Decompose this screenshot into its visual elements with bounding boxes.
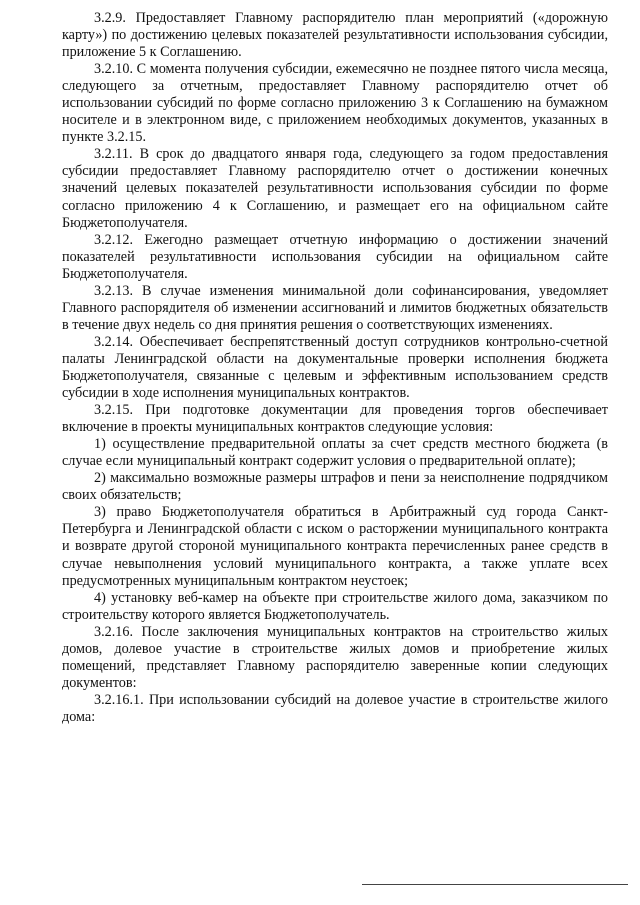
paragraph-3-2-12: 3.2.12. Ежегодно размещает отчетную информацию о достижении значений показателей результативности использования субсидии на официальном сайте Бюджетополучателя. <box>62 231 608 282</box>
paragraph-3-2-16-1: 3.2.16.1. При использовании субсидий на долевое участие в строительстве жилого дома: <box>62 691 608 725</box>
list-item-condition-3: 3) право Бюджетополучателя обратиться в Арбитражный суд города Санкт-Петербурга и Ленинградской области с иском о расторжении муниципального контракта и возврате другой стороной муниципального контракта перечисленных ранее средств в случае невыполнения условий муниципального контракта, а также уплате всех предусмотренных муниципальным контрактом неустоек; <box>62 504 608 589</box>
paragraph-3-2-13: 3.2.13. В случае изменения минимальной доли софинансирования, уведомляет Главного распорядителя об изменении ассигнований и лимитов бюджетных обязательств в течение двух недель со дня принятия решения о соответствующих изменениях. <box>62 282 608 333</box>
paragraph-3-2-14: 3.2.14. Обеспечивает беспрепятственный доступ сотрудников контрольно-счетной палаты Ленинградской области на документальные проверки исполнения бюджета Бюджетополучателя, связанные с целевым и эффективным использованием средств субсидии в ходе исполнения муниципальных контрактов. <box>62 333 608 402</box>
list-item-condition-2: 2) максимально возможные размеры штрафов и пени за неисполнение подрядчиком своих обязательств; <box>62 470 608 504</box>
paragraph-3-2-10: 3.2.10. С момента получения субсидии, ежемесячно не позднее пятого числа месяца, следующего за отчетным, предоставляет Главному распорядителю отчет об использовании субсидий по форме согласно приложению 3 к Соглашению на бумажном носителе и в электронном виде, с приложением необходимых документов, указанных в пункте 3.2.15. <box>62 61 608 146</box>
list-item-condition-1: 1) осуществление предварительной оплаты за счет средств местного бюджета (в случае если муниципальный контракт содержит условия о предварительной оплате); <box>62 436 608 470</box>
paragraph-3-2-16: 3.2.16. После заключения муниципальных контрактов на строительство жилых домов, долевое участие в строительстве жилых домов и приобретение жилых помещений, представляет Главному распорядителю заверенные копии следующих документов: <box>62 623 608 691</box>
paragraph-3-2-11: 3.2.11. В срок до двадцатого января года, следующего за годом предоставления субсидии предоставляет Главному распорядителю отчет о достижении конечных значений целевых показателей результативности использования субсидии по форме согласно приложению 4 к Соглашению, и размещает его на официальном сайте Бюджетополучателя. <box>62 146 608 231</box>
document-page <box>62 10 608 726</box>
list-item-condition-4: 4) установку веб-камер на объекте при строительстве жилого дома, заказчиком по строительству которого является Бюджетополучатель. <box>62 589 608 623</box>
footer-divider <box>362 884 628 885</box>
paragraph-3-2-9: 3.2.9. Предоставляет Главному распорядителю план мероприятий («дорожную карту») по достижению целевых показателей результативности использования субсидии, приложение 5 к Соглашению. <box>62 10 608 61</box>
paragraph-3-2-15: 3.2.15. При подготовке документации для проведения торгов обеспечивает включение в проекты муниципальных контрактов следующие условия: <box>62 402 608 436</box>
